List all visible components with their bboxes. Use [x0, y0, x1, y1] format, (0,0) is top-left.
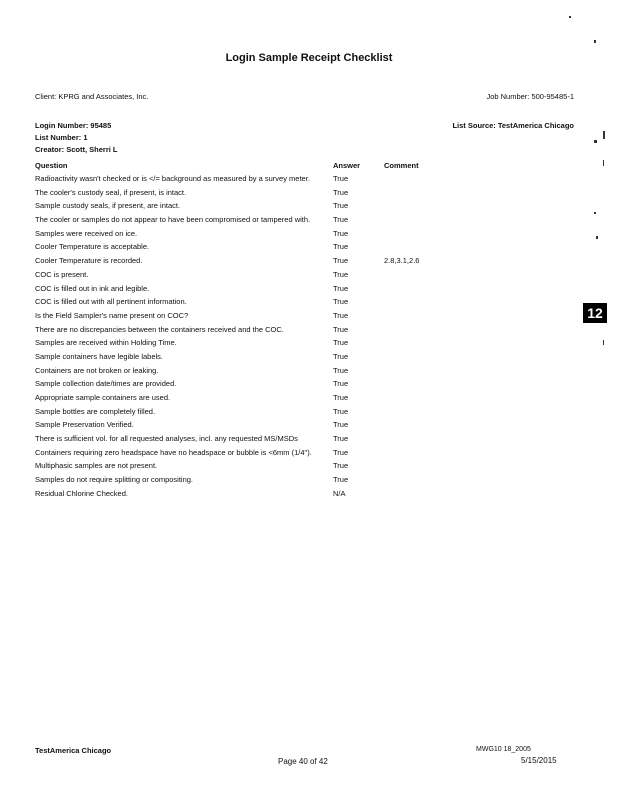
answer-cell: True [333, 187, 349, 197]
answer-cell: True [333, 475, 349, 485]
question-cell: Cooler Temperature is recorded. [35, 256, 143, 266]
question-cell: Samples are received within Holding Time. [35, 338, 177, 348]
scan-speck [596, 236, 598, 239]
answer-cell: True [333, 338, 349, 348]
answer-cell: True [333, 269, 349, 279]
answer-cell: True [333, 420, 349, 430]
answer-cell: True [333, 447, 349, 457]
table-row [35, 188, 455, 202]
header-answer: Answer [333, 161, 361, 170]
table-row [35, 489, 455, 503]
header-question: Question [35, 161, 68, 170]
question-cell: Sample collection date/times are provided. [35, 379, 177, 389]
scan-speck [603, 160, 604, 166]
answer-cell: True [333, 379, 349, 389]
checklist-table [35, 161, 455, 503]
table-row [35, 297, 455, 311]
footer-lab: TestAmerica Chicago [35, 746, 112, 755]
question-cell: Samples do not require splitting or compositing. [35, 475, 193, 485]
table-row [35, 407, 455, 421]
scan-speck [603, 131, 605, 139]
table-row [35, 229, 455, 243]
table-row [35, 434, 455, 448]
table-row [35, 475, 455, 489]
question-cell: Samples were received on ice. [35, 228, 138, 238]
list-number: List Number: 1 [35, 133, 88, 142]
scan-speck [594, 212, 596, 214]
question-cell: Containers are not broken or leaking. [35, 365, 159, 375]
question-cell: COC is filled out with all pertinent information. [35, 297, 187, 307]
table-row [35, 215, 455, 229]
question-cell: There are no discrepancies between the containers received and the COC. [35, 324, 284, 334]
answer-cell: True [333, 310, 349, 320]
answer-cell: True [333, 365, 349, 375]
header-comment: Comment [384, 161, 419, 170]
scan-speck [603, 340, 604, 345]
question-cell: Cooler Temperature is acceptable. [35, 242, 150, 252]
table-row [35, 448, 455, 462]
table-row [35, 461, 455, 475]
creator: Creator: Scott, Sherri L [35, 145, 118, 154]
job-number: Job Number: 500-95485-1 [486, 92, 574, 101]
answer-cell: True [333, 297, 349, 307]
question-cell: Sample custody seals, if present, are intact. [35, 201, 181, 211]
table-row [35, 352, 455, 366]
footer-code: MWG10 18_2005 [476, 746, 531, 753]
list-source: List Source: TestAmerica Chicago [452, 121, 574, 130]
question-cell: COC is filled out in ink and legible. [35, 283, 150, 293]
answer-cell: True [333, 393, 349, 402]
question-cell: The cooler's custody seal, if present, is intact. [35, 187, 187, 197]
answer-cell: True [333, 215, 349, 225]
question-cell: Multiphasic samples are not present. [35, 461, 158, 471]
table-row [35, 284, 455, 298]
scan-speck [594, 40, 596, 43]
table-row [35, 242, 455, 256]
client-name: Client: KPRG and Associates, Inc. [35, 92, 149, 101]
answer-cell: True [333, 406, 349, 416]
table-header [35, 161, 455, 174]
table-row [35, 379, 455, 393]
table-row [35, 311, 455, 325]
login-number: Login Number: 95485 [35, 121, 112, 130]
table-row [35, 325, 455, 339]
question-cell: Residual Chlorine Checked. [35, 488, 128, 498]
answer-cell: True [333, 324, 349, 334]
question-cell: Appropriate sample containers are used. [35, 393, 171, 402]
answer-cell: True [333, 283, 349, 293]
table-row [35, 338, 455, 352]
footer-date: 5/15/2015 [521, 756, 557, 765]
question-cell: Sample Preservation Verified. [35, 420, 134, 430]
section-tab-marker: 12 [583, 303, 607, 323]
comment-cell: 2.8,3.1,2.6 [384, 256, 420, 266]
answer-cell: True [333, 228, 349, 238]
question-cell: Radioactivity wasn't checked or is </= background as measured by a survey meter. [35, 174, 310, 183]
answer-cell: True [333, 242, 349, 252]
scan-speck [569, 16, 571, 18]
table-row [35, 393, 455, 407]
answer-cell: N/A [333, 488, 346, 498]
footer-page-number: Page 40 of 42 [278, 757, 328, 766]
table-row [35, 270, 455, 284]
question-cell: The cooler or samples do not appear to have been compromised or tampered with. [35, 215, 311, 225]
answer-cell: True [333, 461, 349, 471]
answer-cell: True [333, 256, 349, 266]
question-cell: Sample containers have legible labels. [35, 351, 163, 361]
answer-cell: True [333, 201, 349, 211]
question-cell: COC is present. [35, 269, 89, 279]
question-cell: There is sufficient vol. for all requested analyses, incl. any requested MS/MSDs [35, 434, 298, 444]
answer-cell: True [333, 174, 349, 183]
answer-cell: True [333, 434, 349, 444]
table-row [35, 201, 455, 215]
table-row [35, 366, 455, 380]
scan-speck [594, 140, 597, 143]
answer-cell: True [333, 351, 349, 361]
table-row [35, 256, 455, 270]
table-row [35, 420, 455, 434]
question-cell: Sample bottles are completely filled. [35, 406, 156, 416]
question-cell: Is the Field Sampler's name present on COC? [35, 310, 189, 320]
question-cell: Containers requiring zero headspace have no headspace or bubble is <6mm (1/4"). [35, 447, 312, 457]
table-row [35, 174, 455, 188]
page-title: Login Sample Receipt Checklist [225, 52, 393, 64]
